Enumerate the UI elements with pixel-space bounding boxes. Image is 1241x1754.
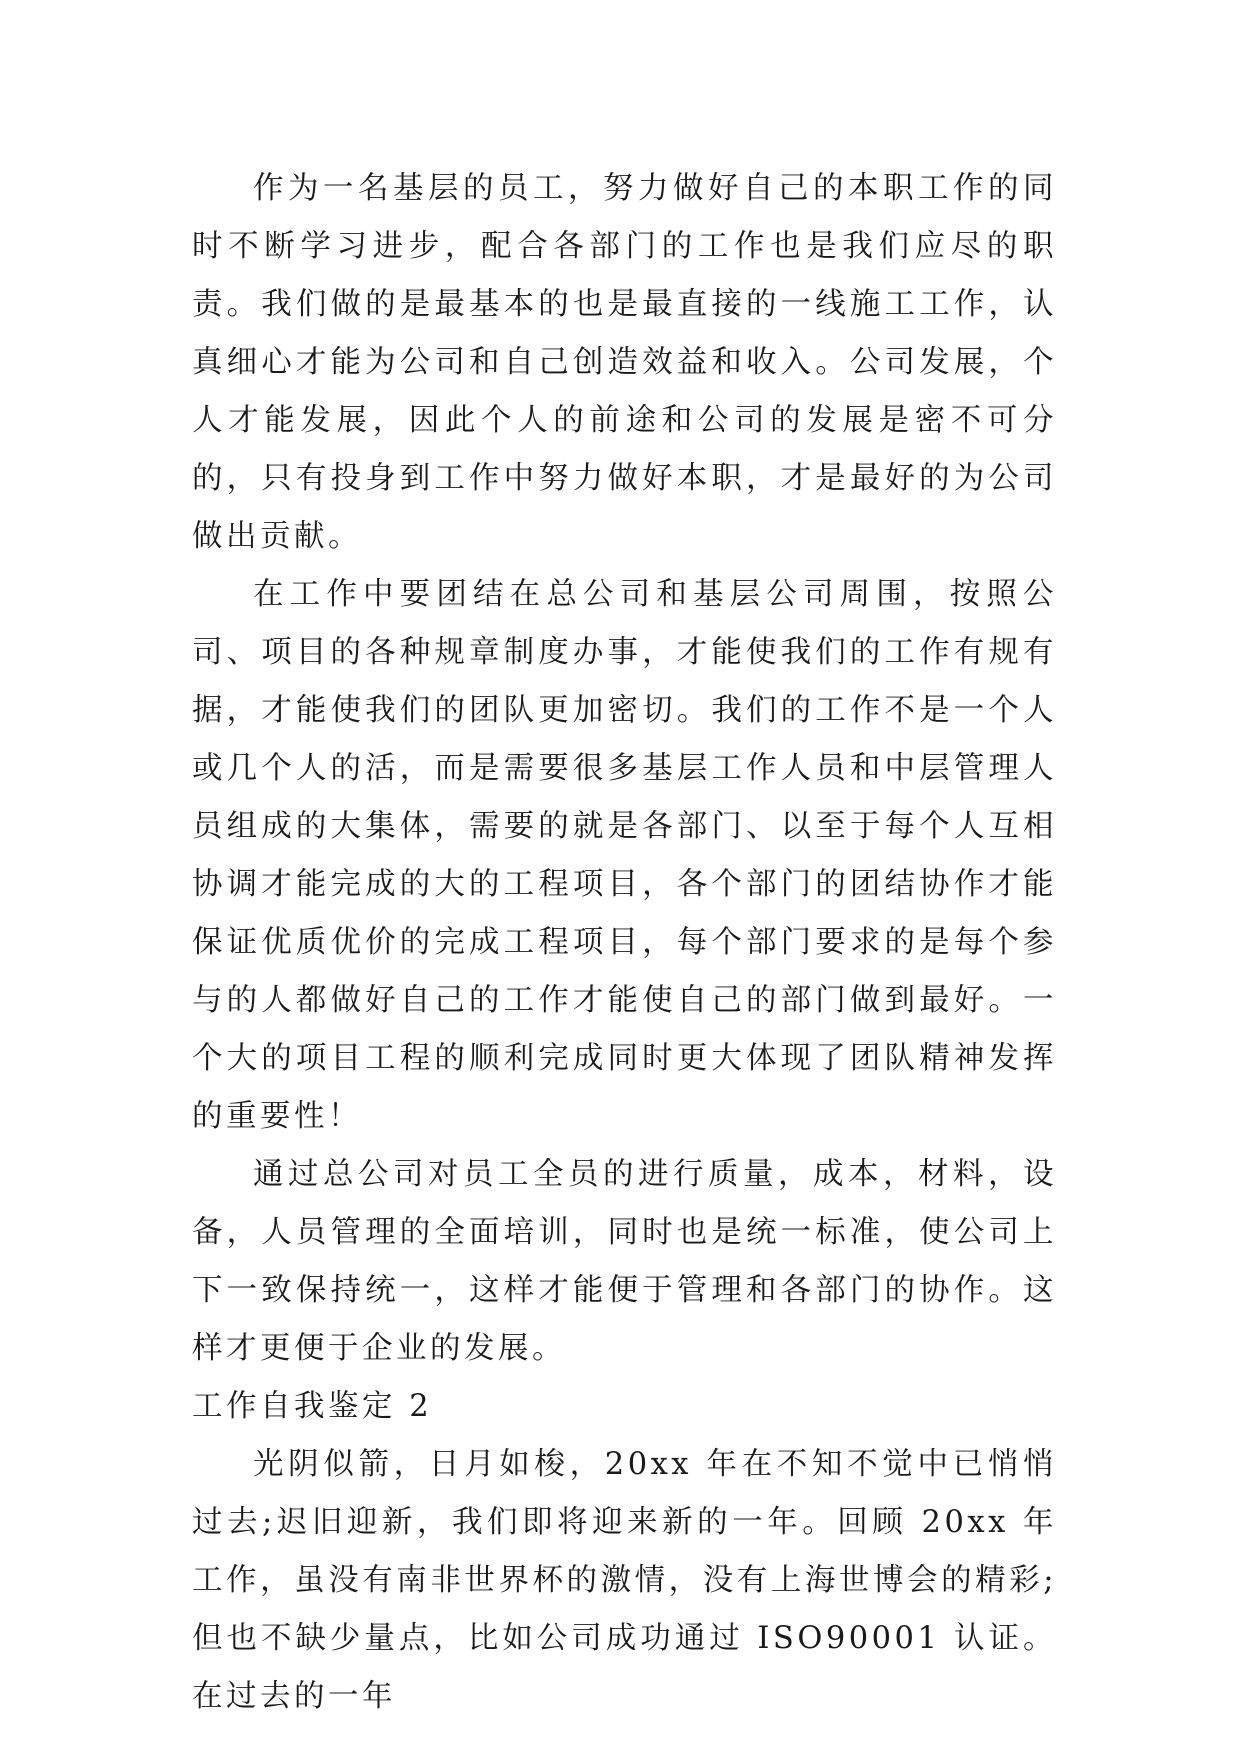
document-body — [192, 160, 1057, 1726]
paragraph-teamwork: 在工作中要团结在总公司和基层公司周围，按照公司、项目的各种规章制度办事，才能使我们的工作有规有据，才能使我们的团队更加密切。我们的工作不是一个人或几个人的活，而是需要很多基层工作人员和中层管理人员组成的大集体，需要的就是各部门、以至于每个人互相协调才能完成的大的工程项目，各个部门的团结协作才能保证优质优价的完成工程项目，每个部门要求的是每个参与的人都做好自己的工作才能使自己的部门做到最好。一个大的项目工程的顺利完成同时更大体现了团队精神发挥的重要性！ — [192, 577, 1057, 1134]
paragraph-duties: 作为一名基层的员工，努力做好自己的本职工作的同时不断学习进步，配合各部门的工作也是我们应尽的职责。我们做的是最基本的也是最直接的一线施工工作，认真细心才能为公司和自己创造效益和收入。公司发展，个人才能发展，因此个人的前途和公司的发展是密不可分的，只有投身到工作中努力做好本职，才是最好的为公司做出贡献。 — [192, 171, 1057, 554]
paragraph-training: 通过总公司对员工全员的进行质量，成本，材料，设备，人员管理的全面培训，同时也是统一标准，使公司上下一致保持统一，这样才能便于管理和各部门的协作。这样才更便于企业的发展。 — [192, 1157, 1057, 1366]
paragraph-year-review: 光阴似箭，日月如梭，20xx 年在不知不觉中已悄悄过去;迟旧迎新，我们即将迎来新的一年。回顾 20xx 年工作，虽没有南非世界杯的激情，没有上海世博会的精彩;但也不缺少量点，比如公司成功通过 ISO90001 认证。在过去的一年 — [192, 1447, 1057, 1714]
section-heading: 工作自我鉴定 2 — [192, 1389, 433, 1424]
